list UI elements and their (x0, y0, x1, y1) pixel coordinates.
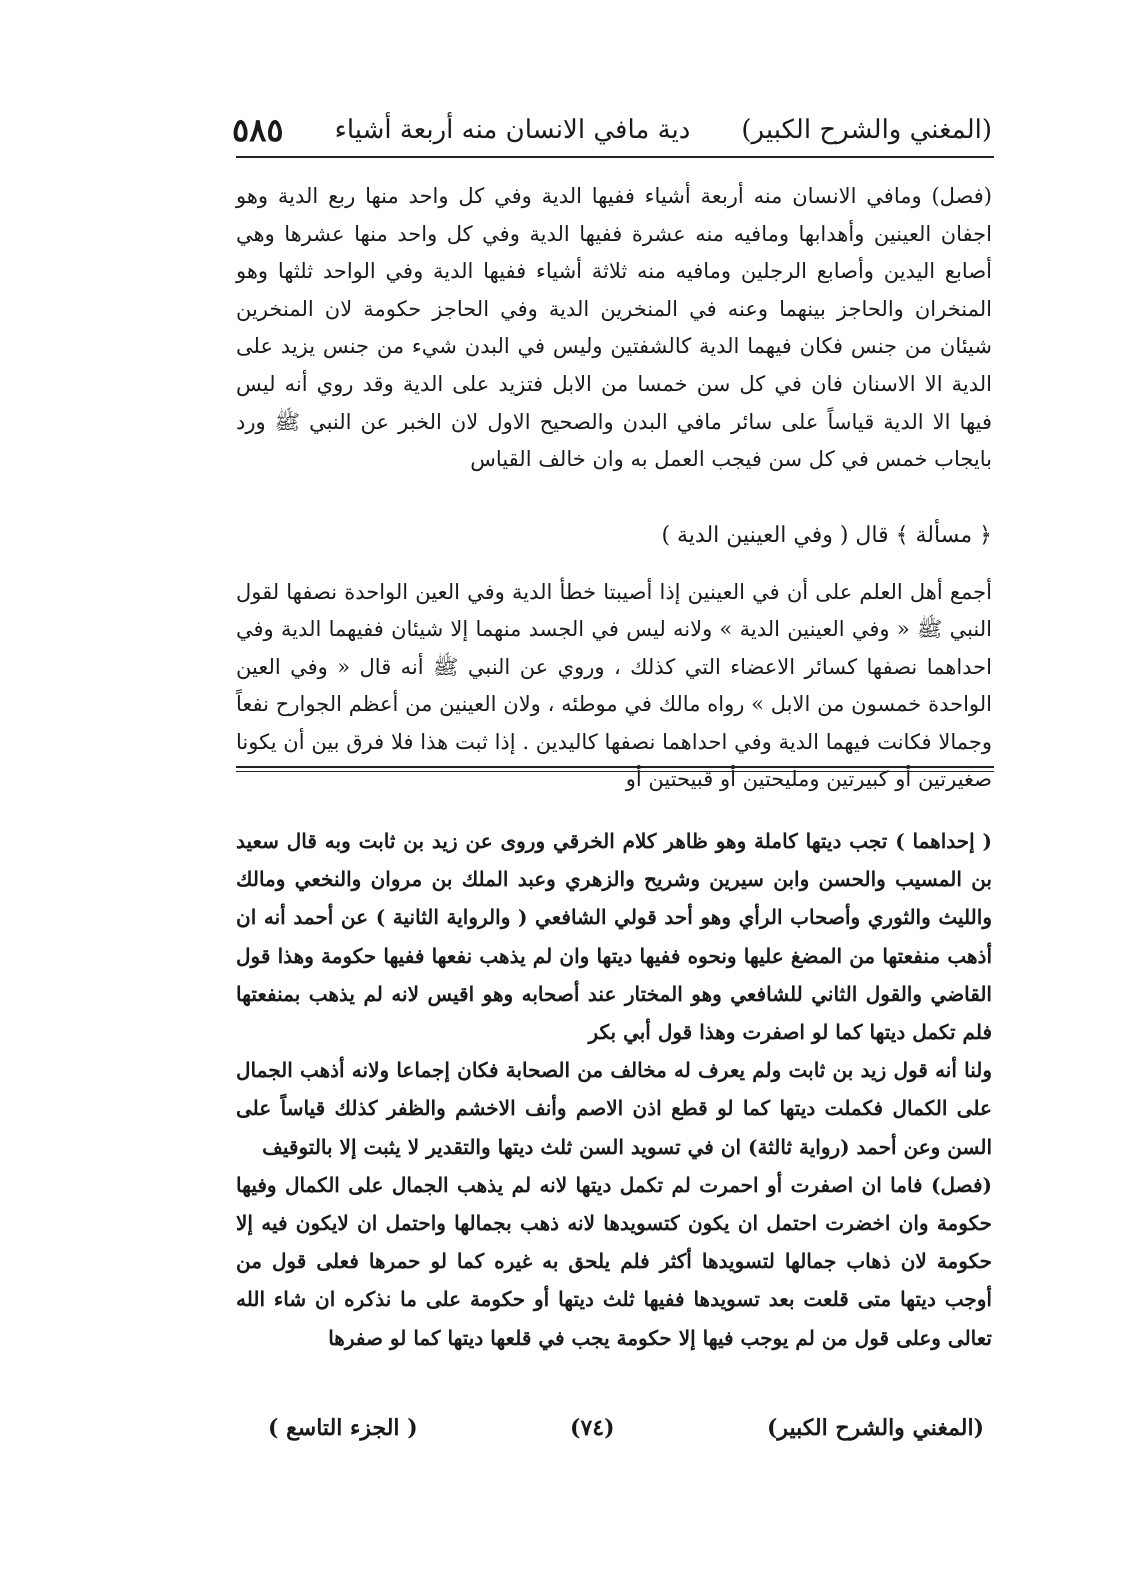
page-number: ٥٨٥ (232, 111, 284, 149)
running-header (232, 108, 992, 152)
header-section-title: دية مافي الانسان منه أربعة أشياء (334, 115, 691, 145)
commentary-paragraph: ( إحداهما ) تجب ديتها كاملة وهو ظاهر كلام الخرقي وروى عن زيد بن ثابت وبه قال سعيد بن المسيب والحسن وابن سيرين وشريح والزهري وعبد الملك بن مروان والنخعي ومالك والليث والثوري وأصحاب الرأي وهو أحد قولي الشافعي ( والرواية الثانية ) عن أحمد أنه ان أذهب منفعتها من المضغ عليها ونحوه ففيها ديتها وان لم يذهب نفعها ففيها حكومة وهذا قول القاضي والقول الثاني للشافعي وهو المختار عند أصحابه وهو اقيس لانه لم يذهب بمنفعتها فلم تكمل ديتها كما لو اصفرت وهذا قول أبي بكر (236, 829, 992, 1045)
issue-paragraph: أجمع أهل العلم على أن في العينين إذا أصيبتا خطأ الدية وفي العين الواحدة نصفها لقول النبي ﷺ « وفي العينين الدية » ولانه ليس في الجسد منهما إلا شيئان ففيهما الدية وفي احداهما نصفها كسائر الاعضاء التي كذلك ، وروي عن النبي ﷺ أنه قال « وفي العين الواحدة خمسون من الابل » رواه مالك في موطئه ، ولان العينين من أعظم الجوارح نفعاً وجمالا فكانت فيهما الدية وفي احداهما نصفها كاليدين . إذا ثبت هذا فلا فرق بين أن يكونا صغيرتين أو كبيرتين ومليحتين أو قبيحتين أو (236, 580, 992, 792)
separator-rule-thick (236, 766, 994, 768)
commentary-paragraph: (فصل) فاما ان اصفرت أو احمرت لم تكمل ديتها لانه لم يذهب الجمال على الكمال وفيها حكومة وان اخضرت احتمل ان يكون كتسويدها لانه ذهب بجمالها واحتمل ان لايكون فيه إلا حكومة لان ذهاب جمالها لتسويدها أكثر فلم يلحق به غيره كما لو حمرها فعلى قول من أوجب ديتها متى قلعت بعد تسويدها ففيها ثلث ديتها أو حكومة على ما نذكره ان شاء الله تعالى وعلى قول من لم يوجب فيها إلا حكومة يجب في قلعها ديتها كما لو صفرها (236, 1172, 992, 1350)
header-book-title: (المغني والشرح الكبير) (741, 115, 992, 145)
header-rule (236, 156, 994, 158)
issue-heading: ﴿ مسألة ﴾ قال ( وفي العينين الدية ) (661, 523, 992, 548)
issue-text-block (236, 574, 992, 798)
commentary-block (236, 822, 992, 1357)
main-text-block (236, 178, 992, 479)
main-paragraph: (فصل) ومافي الانسان منه أربعة أشياء ففيها الدية وفي كل واحد منها ربع الدية وهو اجفان العينين وأهدابها ومافيه منه عشرة ففيها الدية وفي كل واحد منها عشرها وهي أصابع اليدين وأصابع الرجلين ومافيه منه ثلاثة أشياء ففيها الدية وفي الواحد ثلثها وهو المنخران والحاجز بينهما وعنه في المنخرين الدية وفي الحاجز حكومة لان المنخرين شيئان من جنس فكان فيهما الدية كالشفتين وليس في البدن شيء من جنس يزيد على الدية الا الاسنان فان في كل سن خمسا من الابل فتزيد على الدية وقد روي أنه ليس فيها الا الدية قياساً على سائر مافي البدن والصحيح الاول لان الخبر عن النبي ﷺ ورد بايجاب خمس في كل سن فيجب العمل به وان خالف القياس (236, 184, 992, 472)
footer-sheet-number: (٧٤) (570, 1415, 615, 1441)
footer-volume: ( الجزء التاسع ) (268, 1415, 418, 1441)
footer-book-title: (المغني والشرح الكبير) (766, 1415, 984, 1441)
commentary-paragraph: ولنا أنه قول زيد بن ثابت ولم يعرف له مخالف من الصحابة فكان إجماعا ولانه أذهب الجمال على الكمال فكملت ديتها كما لو قطع اذن الاصم وأنف الاخشم والظفر كذلك قياساً على السن وعن أحمد (رواية ثالثة) ان في تسويد السن ثلث ديتها والتقدير لا يثبت إلا بالتوقيف (236, 1058, 992, 1159)
separator-rule-thin (236, 771, 994, 772)
running-footer (268, 1408, 984, 1448)
